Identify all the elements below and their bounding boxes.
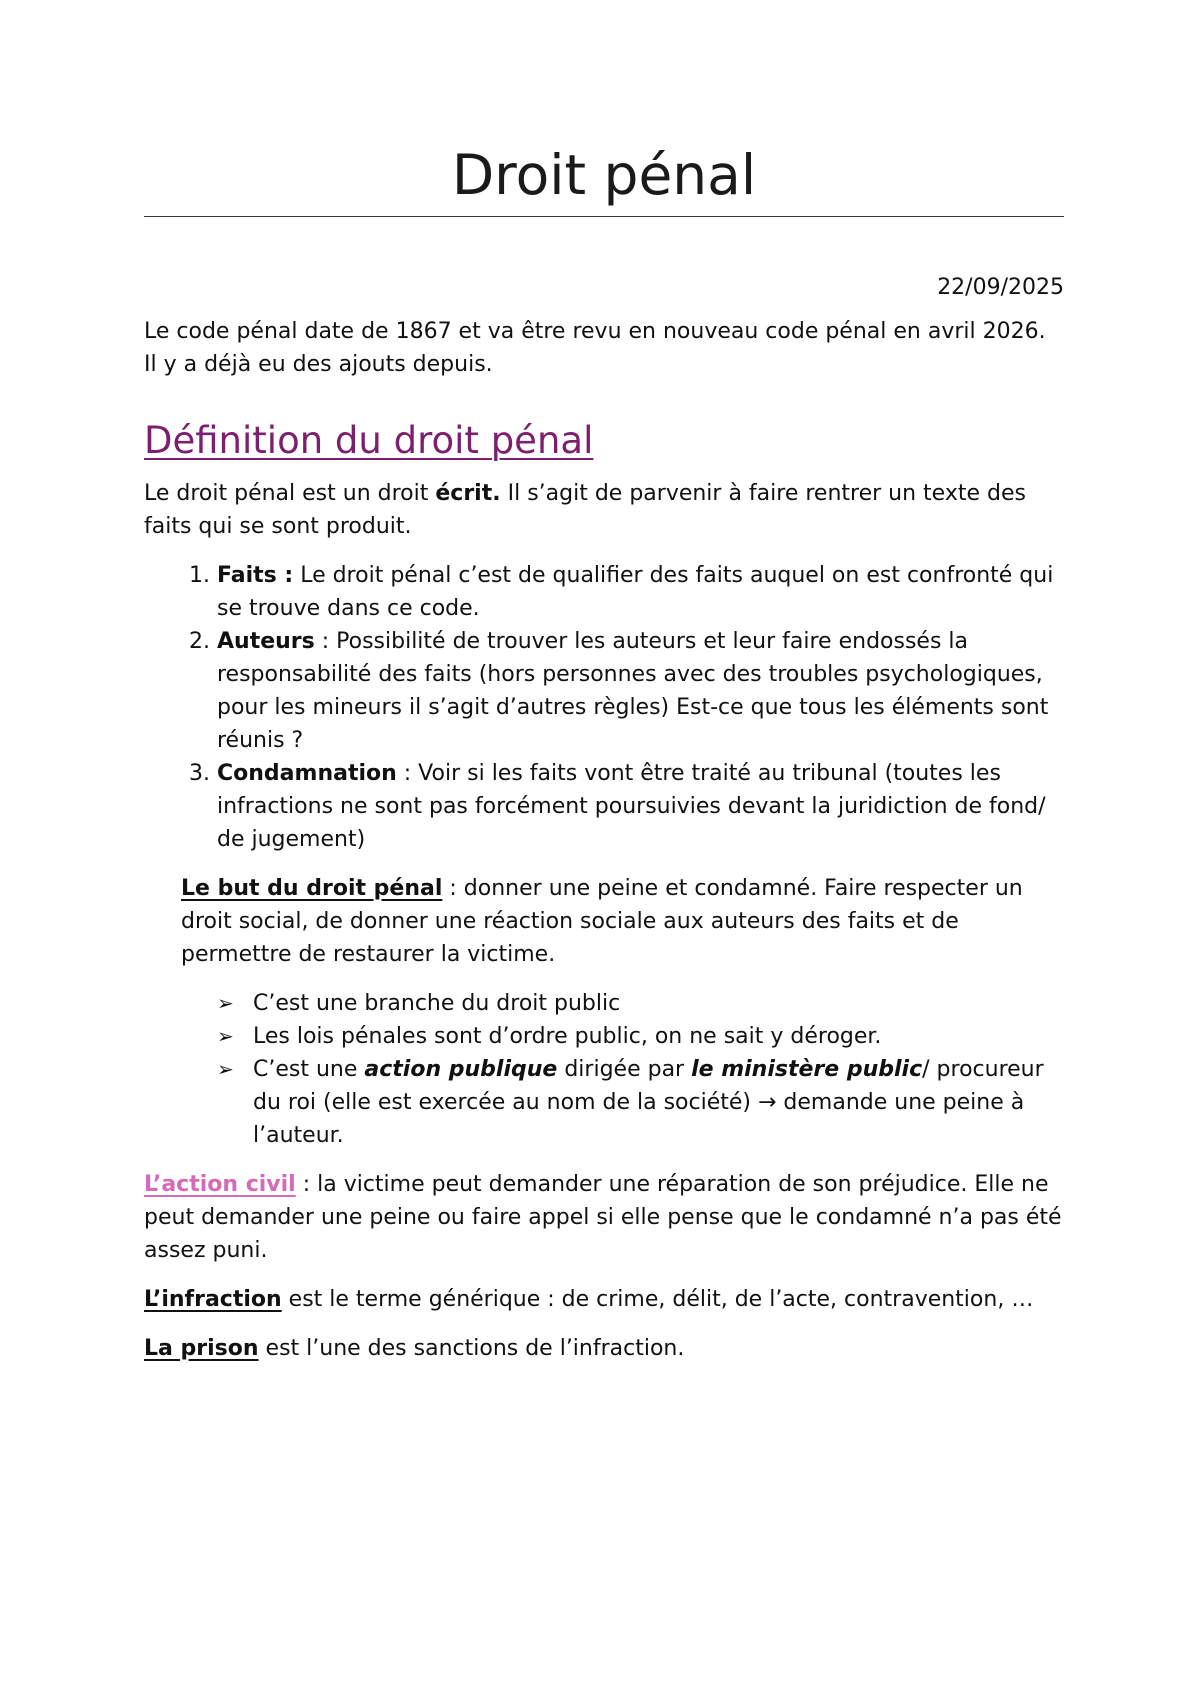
list-item-faits xyxy=(217,559,1064,625)
prison-paragraph xyxy=(144,1332,1064,1365)
numbered-list xyxy=(144,559,1064,856)
arrow-bullet-icon: ➢ xyxy=(217,1057,234,1081)
infraction-term: L’infraction xyxy=(144,1287,282,1312)
arrow-item-text: / procureur du roi (elle est exercée au nom de la société) → demande une peine à l’auteur. xyxy=(253,1057,1044,1148)
arrow-list-item xyxy=(217,1053,1064,1152)
arrow-bullet-icon: ➢ xyxy=(217,991,234,1015)
document-title: Droit pénal xyxy=(451,143,757,207)
prison-text: est l’une des sanctions de l’infraction. xyxy=(258,1336,685,1361)
but-text: : donner une peine et condamné. Faire respecter un droit social, de donner une réaction sociale aux auteurs des faits et de permettre de restaurer la victime. xyxy=(181,876,1023,967)
action-civil-term: L’action civil xyxy=(144,1172,296,1197)
arrow-item-text: C’est une xyxy=(253,1057,365,1082)
but-term: Le but du droit pénal xyxy=(181,876,443,901)
definition-text-start: Le droit pénal est un droit xyxy=(144,481,436,506)
list-item-term: Faits : xyxy=(217,563,294,588)
arrow-item-text: Les lois pénales sont d’ordre public, on ne sait y déroger. xyxy=(253,1024,882,1049)
definition-paragraph xyxy=(144,477,1064,543)
infraction-text: est le terme générique : de crime, délit, de l’acte, contravention, … xyxy=(281,1287,1034,1312)
intro-paragraph: Le code pénal date de 1867 et va être revu en nouveau code pénal en avril 2026. Il y a déjà eu des ajouts depuis. xyxy=(144,319,1046,377)
arrow-list-item xyxy=(217,987,1064,1020)
arrow-item-text: dirigée par xyxy=(557,1057,692,1082)
document-page xyxy=(144,0,1064,1365)
definition-text-end: Il s’agit de parvenir à faire rentrer un texte des faits qui se sont produit. xyxy=(144,481,1026,539)
ministere-public-emphasis: le ministère public xyxy=(691,1057,923,1082)
action-civil-paragraph xyxy=(144,1168,1064,1267)
list-item-condamnation xyxy=(217,757,1064,856)
list-item-text: Le droit pénal c’est de qualifier des faits auquel on est confronté qui se trouve dans ce code. xyxy=(217,563,1054,621)
but-paragraph xyxy=(144,872,1064,971)
list-item-term: Auteurs xyxy=(217,629,315,654)
section-heading-definition: Définition du droit pénal xyxy=(144,419,594,462)
title-divider xyxy=(144,216,1064,217)
arrow-item-text: C’est une branche du droit public xyxy=(253,991,621,1016)
definition-bold-word: écrit. xyxy=(435,481,501,506)
action-publique-emphasis: action publique xyxy=(364,1057,558,1082)
arrow-list-item xyxy=(217,1020,1064,1053)
list-item-term: Condamnation xyxy=(217,761,397,786)
list-item-auteurs xyxy=(217,625,1064,757)
infraction-paragraph xyxy=(144,1283,1064,1316)
list-item-text: : Voir si les faits vont être traité au tribunal (toutes les infractions ne sont pas forcément poursuivies devant la juridiction de fond/ de jugement) xyxy=(217,761,1046,852)
prison-term: La prison xyxy=(144,1336,259,1361)
arrow-bullet-icon: ➢ xyxy=(217,1024,234,1048)
action-civil-text: : la victime peut demander une réparation de son préjudice. Elle ne peut demander une peine ou faire appel si elle pense que le condamné n’a pas été assez puni. xyxy=(144,1172,1062,1263)
list-item-text: : Possibilité de trouver les auteurs et leur faire endossés la responsabilité des faits (hors personnes avec des troubles psychologiques, pour les mineurs il s’agit d’autres règles) Est-ce que tous les éléments sont réunis ? xyxy=(217,629,1049,753)
arrow-bullet-list xyxy=(144,987,1064,1152)
document-date: 22/09/2025 xyxy=(937,275,1064,300)
